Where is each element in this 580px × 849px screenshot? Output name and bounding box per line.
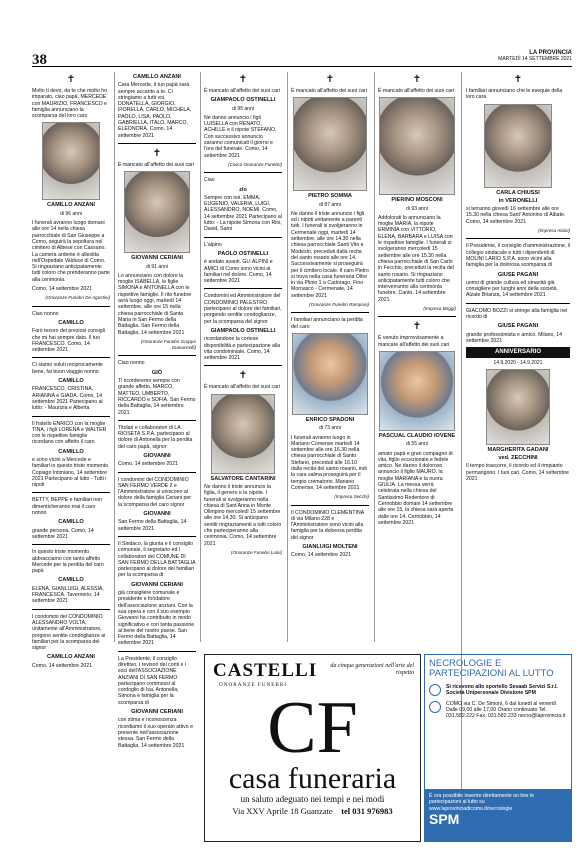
deceased-name: CAMILLO ANZANI [47, 654, 95, 661]
info-footer [425, 789, 571, 841]
column-separator [114, 72, 115, 642]
divider [378, 316, 456, 317]
issue-date: MARTEDÌ 14 SETTEMBRE 2021 [498, 56, 572, 62]
notice-body: ELENA, GIANLUIGI, ALESSIA, FRANCESCA. Tavernerio, 14 settembre 2021 [32, 585, 104, 605]
portrait-photo [293, 97, 367, 191]
notice-date: Como, 14 settembre 2021 [291, 552, 351, 559]
notice-intro: Molto ti devo, da te che molto ho imparato, ciao papà. MERCEDE con MAURIZIO, FRANCESCO e famiglia annunciano la scomparsa del loro caro [32, 88, 107, 120]
info-office: Si ricevono allo sportello Sesaab Servizi S.r.l. Società Unipersonale Divisione SPM [446, 684, 558, 697]
anniversary-dates: 14.9.2020 - 14.9.2021 [493, 359, 543, 366]
divider [32, 306, 110, 307]
funeral-home: (Onoranze Funebri Gruppo Gianoncelli) [140, 338, 196, 351]
notice-body: Ne danno il triste annuncio la figlia, il genero e la nipote. I funerali si svolgeranno nella chiesa di Sant'Anna in Monte Olimpino mercoledì 15 settembre alle ore 14.30. Si anticipano sentiti ringraziamenti a tutti coloro che parteciperanno alla cerimonia. Como, 14 settembre 2021 [204, 483, 282, 547]
deceased-married-name: in VERONELLI [498, 197, 538, 204]
divider [291, 312, 369, 313]
funeral-home: (Impresa Secchi) [334, 494, 369, 500]
info-title: NECROLOGIE E PARTECIPAZIONI AL LUTTO [429, 658, 554, 679]
notice-intro: I familiari annunciano che le esequie della loro cara [466, 88, 563, 101]
notice-body: Ne danno il triste annuncio i figli ed i nipoti unitamente a parenti tutti. I funerali si svolgeranno in Cermenate oggi, martedì 14 settembre, alle ore 14.30 nella chiesa parrocchiale Santi Vito e Modesto, preceduti dalla recita del santo rosario alle ore 14. Successivamente si proseguirà per il cimitero locale. Il caro Pietro si trova nella casa funeraria Oltre in via Plinio 1 a Cadorago. Fino Mornasco - Cermenate, 14 settembre 2021 [291, 210, 369, 299]
notice-intro: È mancato all'affetto dei suoi cari [204, 88, 280, 94]
deceased-name: CARLA CHIUSSI [496, 189, 540, 196]
deceased-name: GIOVANNI [143, 511, 171, 518]
funeral-home: (Onoranze Funebri Luini) [230, 549, 282, 555]
deceased-name: CAMILLO ANZANI [47, 202, 95, 209]
notice-body: amato papà e gran compagno di vita, figlio eccezionale e fedele amico. Ne danno il doloroso annuncio il figlio MAURO, la moglie MARIANA e la nuora GIULIA. La messa verrà celebrata nella chiesa del Santissimo Redentore di Cernobbio domani 14 settembre alle ore 15, la chiesa sarà aperta dalle ore 14. Cernobbio, 14 settembre 2021 [378, 450, 454, 526]
notice-intro: È mancato all'affetto dei suoi cari [378, 88, 454, 94]
notice-body: grande persona. Como, 14 settembre 2021 [32, 527, 94, 540]
office-icon [429, 684, 441, 696]
divider [204, 172, 282, 173]
anniversary-banner: ANNIVERSARIO [466, 347, 570, 357]
deceased-name: ENRICO SPADONI [305, 416, 355, 423]
ad-logo: CF [267, 687, 358, 769]
notice-body: I funerali avranno luogo domani alle ore 14 nella chiesa parrocchiale di San Giuseppe a Como, seguirà la sepoltura nel cimitero di Albese con Cassano. La camera ardente è allestita nell'Ospedale Valduce di Como. Si ringraziano anticipatamente tutti coloro che prenderanno parte alla cerimonia. [32, 220, 110, 283]
divider [118, 536, 196, 537]
deceased-name: GIÒ [151, 369, 163, 376]
cross-icon: ✝ [325, 74, 335, 85]
notice-intro: Il fratello ENRICO con la moglie TINA, i figli LORENA e WALTER con le rispettive famiglie ricordano con affetto il caro [32, 420, 107, 446]
ad-contact [205, 806, 420, 816]
notice-body: uomo di grande cultura ed umanità già consigliere per lunghi anni della società. Alzate Brianza, 14 settembre 2021 [466, 279, 558, 299]
page-header [498, 50, 572, 62]
page-number: 38 [32, 52, 47, 68]
funeral-home: (Impresa Briggi) [423, 306, 456, 312]
cross-icon: ✝ [412, 321, 422, 333]
divider [118, 651, 196, 652]
notice-body: Ti ricorderemo sempre con grande affetto. MARCO, MATTEO, UMBERTO, RICCARDO e SOFIA. San Fermo della Battaglia, 14 settembre 2021 [118, 378, 196, 416]
funeral-home-advertisement [204, 654, 421, 842]
deceased-name: PASCUAL CLAUDIO IOVENE [378, 432, 456, 439]
cross-icon: ✝ [66, 74, 76, 85]
deceased-name: GIAMPAOLO OSTINELLI [210, 97, 276, 104]
deceased-name: CAMILLO ANZANI [133, 74, 181, 80]
divider [204, 237, 282, 238]
notice-intro: I familiari annunciano la perdita del caro [291, 317, 363, 330]
portrait-photo [42, 122, 100, 200]
newspaper-name: LA PROVINCIA [529, 50, 572, 56]
portrait-photo [124, 171, 190, 253]
funeral-home: (Onoranze Funebri Ramponi) [309, 302, 369, 308]
deceased-name: GIOVANNI [143, 452, 171, 459]
deceased-name: PIETRO SOMMA [308, 193, 352, 200]
notice-intro: GIACOMO BOZZI si stringe alla famiglia nel ricordo di [466, 307, 568, 321]
funeral-home: (Civico Onoranze Funebri) [228, 161, 282, 167]
deceased-name: GIUSE PAGANI [497, 323, 539, 330]
divider [32, 544, 110, 545]
ad-brand-subtitle: ONORANZE FUNEBRI [219, 682, 288, 688]
notice-body: già consigliere comunale e presidente e fondatore dell'associazione anziani. Con la sua opera e con il suo esempio Giovanni ha contribuito in modo significativo e con tanta passione al bene del nostro paese. San Fermo della Battaglia, 14 settembre 2021 [118, 590, 195, 647]
deceased-name: PIERINO MOSCONI [391, 197, 443, 204]
divider [466, 303, 570, 304]
ad-phone: tel 031 976983 [341, 806, 393, 816]
info-row [425, 699, 571, 722]
deceased-married-name: ved. ZECCHINI [498, 455, 538, 462]
notice-body: FRANCESCO, CRISTINA, ARIANNA e GIADA. Como, 14 settembre 2021 Partecipano al lutto: - Maurizia e Alberta [32, 386, 103, 412]
ad-title: casa funeraria [228, 762, 397, 795]
notice-date: Como, 14 settembre 2021 [32, 662, 92, 669]
ad-brand: CASTELLI [213, 660, 318, 681]
necrology-info-box [424, 654, 572, 842]
deceased-age: di 55 anni [406, 441, 428, 448]
divider [32, 416, 110, 417]
notice-intro: BETTY, BEPPE e familiari non dimenticheranno mai il caro nonno [32, 497, 102, 517]
cross-icon: ✝ [238, 74, 248, 85]
ad-tagline: da cinque generazioni nell'arte del rispetto [330, 663, 414, 676]
notice-date: Como, 14 settembre 2021 [32, 286, 92, 293]
ad-slogan: un saluto adeguato nei tempi e nei modi [240, 794, 385, 804]
deceased-age: di 91 anni [146, 263, 168, 270]
info-online-note: È ora possibile inserire direttamente on line le partecipazioni al lutto su www.laprovinciadicomo.it/necrologie [429, 793, 534, 812]
notice-body: Farò tesoro dei preziosi consigli che mi hai sempre dato. Il tuo FRANCESCO. Como, 14 settembre 2021 [32, 328, 105, 354]
cross-icon: ✝ [152, 147, 162, 159]
notice-intro: Condomini ed Amministratore del CONDOMINIO PALESTRO partecipano al dolore dei familiari, porgendo sentite condoglianze, per la scomparsa del signor [204, 293, 282, 325]
divider [204, 365, 282, 366]
column-6 [466, 72, 570, 648]
deceased-name: GIOVANNI CERIANI [131, 581, 183, 588]
notice-body: ricordandone la cortese disponibilità e partecipazione alla vita condominiale. Como, 14 settembre 2021 [204, 336, 281, 362]
header-rule [32, 66, 572, 67]
divider [32, 609, 110, 610]
portrait-photo [379, 97, 455, 195]
deceased-age: di 93 anni [406, 205, 428, 212]
notice-body: Addolorati lo annunciano la moglie MARIA, la nipote ERMINIA con VITTORIO, ELENA, BARBARA e LUISA con le rispettive famiglie. I funerali si svolgeranno mercoledì 15 settembre alle ore 15.30 nella chiesa parrocchiale di San Carlo in Fecchio, preceduti la recita del santo rosario. Si ringraziano anticipatamente tutti coloro che interverranno alla cerimonia funebre. Cantù, 14 settembre 2021 [378, 214, 454, 303]
notice-intro: In questo triste momento abbracciamo con tanto affetto Mercede per la perdita del caro papà [32, 549, 104, 575]
cross-icon: ✝ [513, 74, 523, 85]
funeral-home: (Impresa Alaini) [538, 228, 570, 234]
column-4 [291, 72, 369, 648]
divider [118, 355, 196, 356]
notice-body: è andato avanti. GLI ALPINI e AMICI di Como sono vicini ai familiari nel dolore. Como, 14 settembre 2021 [204, 259, 273, 285]
divider [32, 357, 110, 358]
deceased-name: CAMILLO [58, 378, 84, 385]
notice-intro: Ci siamo voluti reciprocamente bene, fai buon viaggio nonno [32, 362, 103, 375]
notice-body: e sono vicini a Mercede e familiari in questo triste momento. Copiago Intimiano, 14 settembre 2021 Partecipano al lutto - Tutti i nipoti [32, 456, 110, 489]
notice-intro: I condomini del CONDOMINIO ALESSANDRO VOLTA, unitamente all'Amministratore, porgono sentite condoglianze ai familiari per la scomparsa del signor [32, 613, 106, 652]
deceased-age: di 73 anni [319, 425, 341, 432]
funeral-home: (Onoranze Funebri De Agostini) [45, 295, 110, 301]
notice-intro: È venuto improvvisamente a mancare all'affetto dei suoi cari [378, 335, 450, 348]
divider [118, 420, 196, 421]
notice-intro: Ciao nonno [118, 360, 145, 367]
notice-body: San Fermo della Battaglia, 14 settembre 2021 [118, 519, 187, 532]
deceased-age: di 87 anni [319, 201, 341, 208]
deceased-name: GIOVANNI CERIANI [131, 255, 183, 262]
deceased-name: CAMILLO [58, 519, 84, 526]
spm-logo: SPM [429, 810, 460, 827]
deceased-name: GIAMPAOLO OSTINELLI [210, 327, 276, 334]
column-2 [118, 72, 196, 749]
column-separator [287, 72, 288, 642]
notice-body: Il tempo trascorre, il ricordo ed il rimpianto permangono. I tuoi cari. Como, 14 settembre 2021 [466, 463, 569, 483]
notice-intro: L'alpino [204, 241, 222, 248]
column-5 [378, 72, 456, 648]
deceased-name: CAMILLO [58, 319, 84, 326]
notice-intro: È mancato all'affetto dei suoi cari [118, 161, 194, 168]
portrait-photo [486, 369, 550, 445]
divider [291, 505, 369, 506]
deceased-name: SALVATORE CANTARINI [210, 475, 276, 482]
notice-body: I funerali avranno luogo in Mariano Comense martedì 14 settembre alle ore 16.30 nella chiesa parrocchiale di Santo Stefano, preceduti alle 16.10 dalla recita del santo rosario, indi la cara salma proseguirà per il tempio crematorio. Mariano Comense, 14 settembre 2021 [291, 434, 367, 491]
notice-intro: È mancato all'affetto dei suoi cari [204, 384, 280, 391]
column-separator [200, 72, 201, 642]
deceased-name: GIUSE PAGANI [497, 271, 539, 278]
info-address-hours: COMO via C. De Simoni, 6 dal lunedì al venerdì Dalle 09,00 alle 17,00 Orario continuato Tel. 031.582.222 Fax. 031.582.233 necro@laprovincia.it [446, 700, 566, 720]
portrait-photo [484, 104, 552, 188]
portrait-photo [379, 351, 455, 431]
notice-body: si terranno giovedì 16 settembre alle ore 15.30 nella chiesa Sant' Antonino di Albate. Como, 14 settembre 2021 [466, 206, 566, 225]
deceased-name: zio [239, 186, 247, 193]
deceased-name: CAMILLO [58, 577, 84, 584]
notice-body: Sempre con noi. EMMA, EUGENIO, VALERIA, LUIGI, ALESSANDRO, NOEMI. Como, 14 settembre 2021 Partecipano al lutto: - La nipote Simona con Rini, David, Sami [204, 194, 282, 233]
notice-intro: Il CONDOMINIO CLEMENTINA di via Milano 228 e l'Amministratore sono vicini alla famiglia per la dolorosa perdita del signor [291, 509, 364, 541]
cross-icon: ✝ [412, 74, 422, 85]
deceased-name: PAOLO OSTINELLI [217, 250, 269, 257]
notice-body: Cara Mercede, il tuo papà sarà sempre accanto a te. Ci stringiamo a tutti voi. DONATELLA, GIORGIO, FIORELLA, CARLO, MICHELA, PAOLO, LISA, PAOLO, GABRIELLA, ITALO, MARCO, ELEONORA. Como, 14 settembre 2021 [118, 82, 192, 139]
deceased-name: MARGHERITA GADANI [487, 446, 549, 453]
divider [32, 492, 110, 493]
deceased-age: di 95 anni [232, 105, 254, 112]
divider [118, 472, 196, 473]
column-3 [204, 72, 282, 648]
portrait-photo [292, 333, 368, 415]
notice-body: Lo annunciano con dolore la moglie ISABELLA, le figlie SIMONA e ANTONELLA con le rispettive famiglie. Il rito funebre avrà luogo oggi, martedì 14 settembre, alle ore 15 nella chiesa parrocchiale di Santa Maria in San Fermo della Battaglia. San Fermo della Battaglia, 14 settembre 2021 [118, 272, 192, 336]
portrait-photo [211, 394, 275, 474]
info-row [425, 682, 571, 699]
notice-intro: Il Presidente, il consiglio d'amministrazione, il collegio sindacale e tutti i dipendenti di MOLINI LARIO S.P.A. sono vicini alla famiglia per la dolorosa scomparsa di [466, 243, 570, 269]
cross-icon: ✝ [238, 370, 248, 382]
notice-body: Como, 14 settembre 2021 [118, 461, 178, 468]
notice-intro: Il Sindaco, la giunta e il consiglio comunale, il segretario ed i collaboratori del COMUNE DI SAN FERMO DELLA BATTAGLIA partecipano al dolore dei familiari per la scomparsa di [118, 540, 196, 579]
divider [204, 288, 282, 289]
column-separator [374, 72, 375, 642]
notice-intro: I condomini del CONDOMINIO SAN FERMO VERDE 2 e l'Amministratore si uniscono al dolore della famiglia Ceriani per la scomparsa del caro signor [118, 476, 191, 508]
notice-intro: Ciao nonno [32, 310, 59, 317]
notice-body: con stima e riconoscenza ricordiamo il suo operato attivo e presente nell'associazione stessa. San Fermo della Battaglia, 14 settembre 2021 [118, 717, 193, 749]
deceased-name: GIANLUIGI MOLTENI [302, 543, 358, 550]
location-icon [429, 701, 441, 713]
notice-body: Ne danno annuncio i figli LUISELLA con RENATO, ACHILLE e il nipote STEFANO. Con successivo annuncio saranno comunicati il giorno e l'ora del funerale. Como, 14 settembre 2021 [204, 114, 277, 159]
notice-body: grande professionista e amico. Milano, 14 settembre 2021 [466, 331, 563, 344]
deceased-name: CAMILLO [58, 448, 84, 455]
notice-intro: La Presidente, il consiglio direttivo, i revisori dei conti e i soci dell'ASSOCIAZIONE ANZIANI DI SAN FERMO partecipano commossi al cordoglio di Isa, Antonella, Simona e famiglia per la scomparsa di [118, 655, 187, 706]
ad-address: Via XXV Aprile 18 Guanzate [232, 806, 333, 816]
column-1 [32, 72, 110, 842]
notice-intro: Titolari e collaboratori di LA RIOSETA S.P.A. partecipano al dolore di Antonella per la perdita del caro papà, signor [118, 424, 193, 450]
divider [466, 238, 570, 239]
notice-intro: È mancato all'affetto dei suoi cari [291, 88, 367, 94]
divider [118, 143, 196, 144]
deceased-name: GIOVANNI CERIANI [131, 709, 183, 716]
notice-intro: Ciao [204, 177, 215, 184]
deceased-age: di 96 anni [60, 210, 82, 217]
